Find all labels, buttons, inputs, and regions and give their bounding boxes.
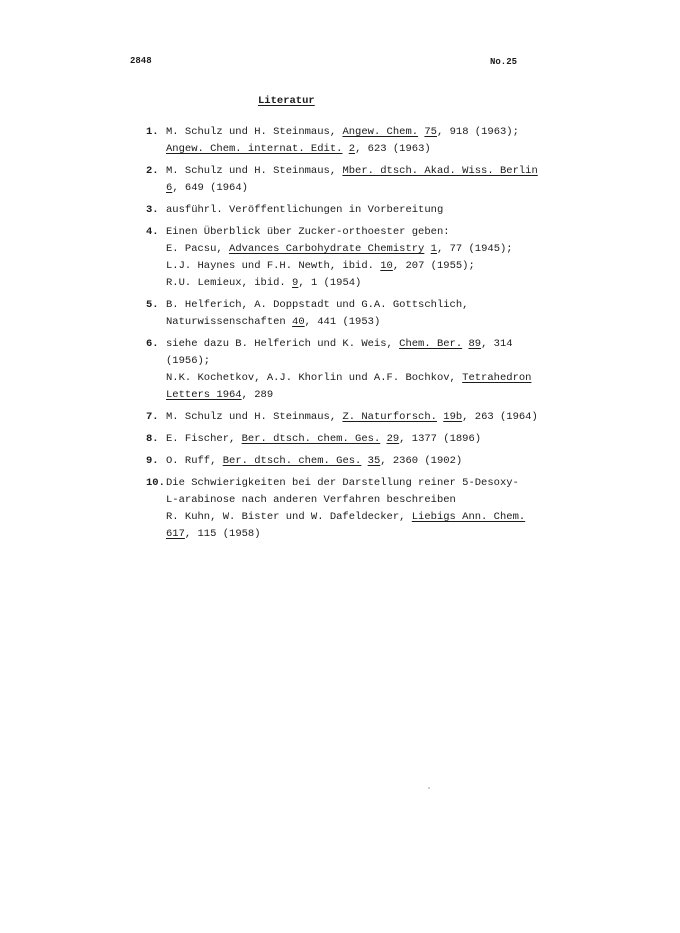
citation-segment: Die Schwierigkeiten bei der Darstellung reiner 5-Desoxy- [166,477,519,489]
citation-segment: M. Schulz und H. Steinmaus, [166,165,343,177]
citation-segment: , 441 (1953) [304,316,381,328]
underlined-citation-segment: 10 [380,260,393,272]
citation-segment: , 115 (1958) [184,528,261,540]
citation-segment: (1956); [166,355,211,367]
reference-text [166,475,558,543]
underlined-citation-segment: 89 [468,338,482,350]
underlined-citation-segment: 2 [348,143,356,155]
underlined-citation-segment: Letters 1964 [166,389,242,401]
citation-segment: , 314 [481,338,513,350]
citation-segment: , 918 (1963); [436,126,519,138]
reference-line [166,492,558,509]
citation-segment: , 263 (1964) [462,411,538,423]
reference-text [166,453,558,470]
underlined-citation-segment: Advances Carbohydrate Chemistry [229,243,425,255]
citation-segment: , 623 (1963) [355,143,431,155]
citation-segment: , 2360 (1902) [380,455,463,467]
section-heading: Literatur [258,95,315,107]
citation-segment: E. Fischer, [166,433,242,445]
underlined-citation-segment: Z. Naturforsch. [342,411,437,423]
reference-number: 10. [146,477,165,489]
reference-line [166,475,558,492]
citation-segment: E. Pacsu, [166,243,230,255]
reference-line [166,258,558,275]
reference-line [166,526,558,543]
citation-segment: ausführl. Veröffentlichungen in Vorbereitung [166,204,444,216]
underlined-citation-segment: 617 [166,528,185,540]
underlined-citation-segment: 9 [292,277,299,289]
reference-item [0,409,680,426]
reference-text [166,124,558,158]
citation-segment: , 289 [241,389,274,401]
underlined-citation-segment: 75 [424,126,437,138]
reference-text [166,431,558,448]
page-number: 2848 [130,56,152,66]
reference-number: 2. [146,165,159,177]
reference-number: 9. [146,455,159,467]
reference-line [166,314,558,331]
reference-line [166,224,558,241]
citation-segment: , 1 (1954) [298,277,362,289]
scan-speck [428,787,430,789]
reference-line [166,336,558,353]
citation-segment: O. Ruff, [166,455,223,467]
issue-number: No.25 [490,57,518,67]
reference-number: 3. [146,204,159,216]
underlined-citation-segment: Chem. Ber. [399,338,463,350]
citation-segment: R. Kuhn, W. Bister und W. Dafeldecker, [166,511,412,523]
citation-segment: Naturwissenschaften [166,316,293,328]
reference-line [166,409,558,426]
reference-line [166,297,558,314]
reference-line [166,509,558,526]
citation-segment: , 1377 (1896) [399,433,482,445]
reference-text [166,409,558,426]
reference-line [166,180,558,197]
reference-item [0,475,680,543]
reference-item [0,224,680,292]
reference-item [0,124,680,158]
reference-number: 5. [146,299,159,311]
reference-list [0,124,680,548]
reference-item [0,163,680,197]
reference-text [166,163,558,197]
reference-line [166,387,558,404]
reference-number: 7. [146,411,159,423]
reference-line [166,370,558,387]
reference-text [166,297,558,331]
citation-segment: N.K. Kochetkov, A.J. Khorlin und A.F. Bochkov, [166,372,463,384]
reference-item [0,453,680,470]
reference-number: 4. [146,226,159,238]
underlined-citation-segment: 19b [443,411,463,423]
underlined-citation-segment: Ber. dtsch. chem. Ges. [241,433,381,445]
citation-segment: B. Helferich, A. Doppstadt und G.A. Gottschlich, [166,299,469,311]
reference-text [166,224,558,292]
reference-line [166,353,558,370]
citation-segment: , 77 (1945); [436,243,513,255]
reference-item [0,202,680,219]
reference-item [0,336,680,404]
reference-item [0,431,680,448]
reference-line [166,431,558,448]
citation-segment: , 649 (1964) [172,182,248,194]
citation-segment: L.J. Haynes und F.H. Newth, ibid. [166,260,381,272]
reference-number: 6. [146,338,159,350]
reference-line [166,141,558,158]
underlined-citation-segment: Tetrahedron [462,372,532,384]
reference-line [166,241,558,258]
citation-segment: R.U. Lemieux, ibid. [166,277,293,289]
citation-segment: siehe dazu B. Helferich und K. Weis, [166,338,400,350]
reference-line [166,202,558,219]
reference-item [0,297,680,331]
underlined-citation-segment: 40 [292,316,305,328]
citation-segment: L-arabinose nach anderen Verfahren beschreiben [166,494,456,506]
reference-line [166,453,558,470]
underlined-citation-segment: 6 [166,182,173,194]
reference-number: 8. [146,433,159,445]
reference-text [166,202,558,219]
underlined-citation-segment: 35 [367,455,381,467]
reference-text [166,336,558,404]
citation-segment: , 207 (1955); [392,260,475,272]
citation-segment: M. Schulz und H. Steinmaus, [166,411,343,423]
underlined-citation-segment: Liebigs Ann. Chem. [411,511,526,523]
reference-number: 1. [146,126,159,138]
citation-segment: Einen Überblick über Zucker-orthoester geben: [166,226,450,238]
underlined-citation-segment: 29 [386,433,400,445]
reference-line [166,275,558,292]
underlined-citation-segment: Mber. dtsch. Akad. Wiss. Berlin [342,165,538,177]
citation-segment: M. Schulz und H. Steinmaus, [166,126,343,138]
underlined-citation-segment: Angew. Chem. [342,126,419,138]
underlined-citation-segment: Ber. dtsch. chem. Ges. [222,455,362,467]
reference-line [166,163,558,180]
underlined-citation-segment: Angew. Chem. internat. Edit. [166,143,343,155]
reference-line [166,124,558,141]
underlined-citation-segment: 1 [430,243,437,255]
